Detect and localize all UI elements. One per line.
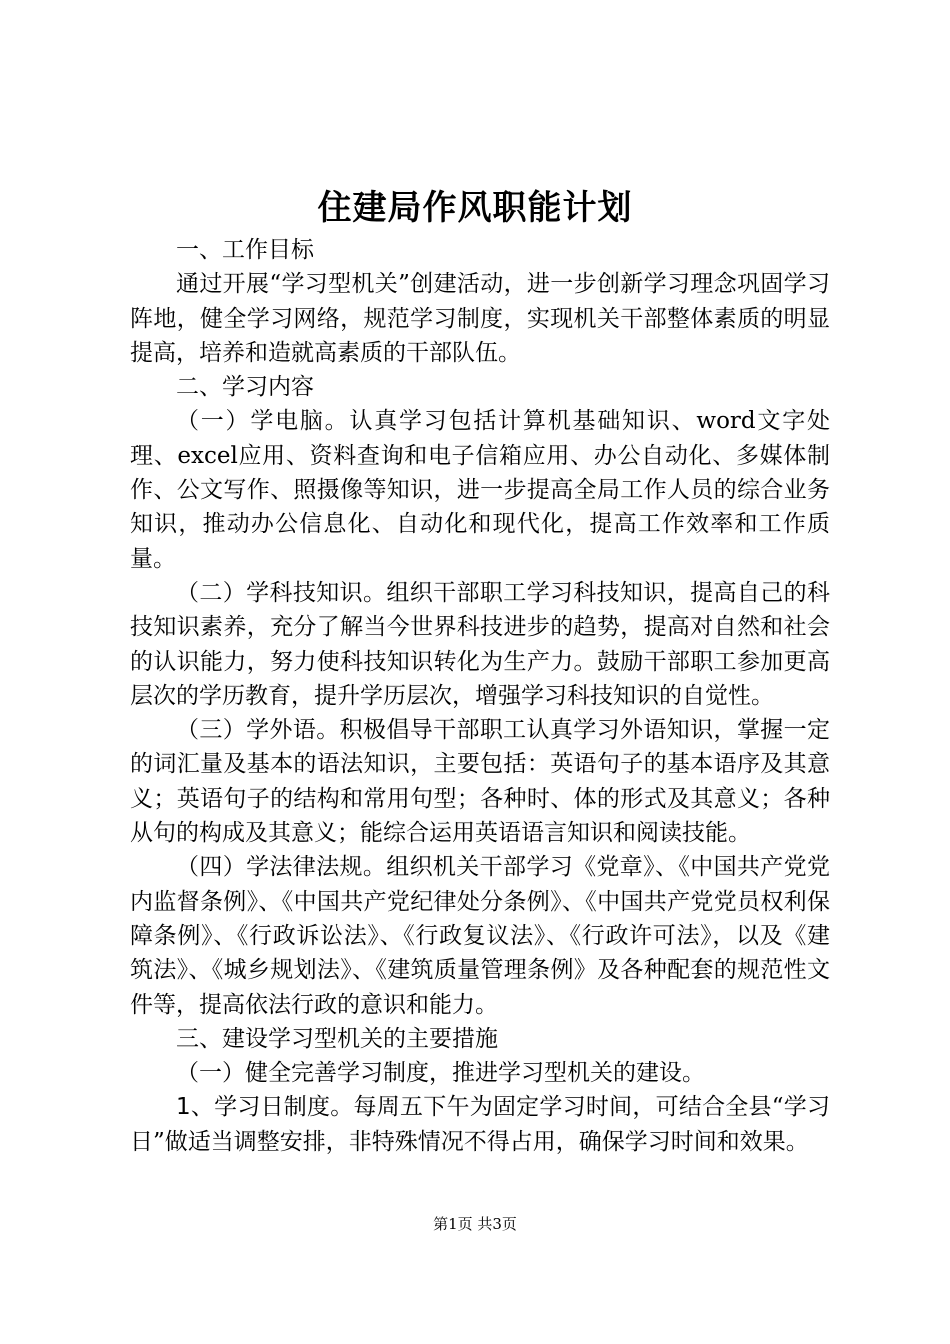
item-lead: （二）学科技知识。 xyxy=(176,579,387,606)
item-text: 积极倡导干部职工认真学习外语知识，掌握一定的词汇量及基本的语法知识，主要包括：英语句子的基本语序及其意义；英语句子的结构和常用句型；各种时、体的形式及其意义；各种从句的构成及其意义；能综合运用英语语言知识和阅读技能。 xyxy=(130,717,831,847)
item-text: 认真学习包括计算机基础知识、word文字处理、excel应用、资料查询和电子信箱应用、办公自动化、多媒体制作、公文写作、照摄像等知识，进一步提高全局工作人员的综合业务知识，推动办公信息化、自动化和现代化，提高工作效率和工作质量。 xyxy=(130,408,830,572)
paragraph-study-day xyxy=(130,1090,830,1159)
paragraph-computer xyxy=(130,404,830,575)
paragraph-foreign-language xyxy=(130,713,830,850)
subheading-system: （一）健全完善学习制度，推进学习型机关的建设。 xyxy=(176,1060,705,1087)
paragraph-law xyxy=(130,850,830,1021)
section-heading-content: 二、学习内容 xyxy=(176,374,314,401)
paragraph-goals: 通过开展“学习型机关”创建活动，进一步创新学习理念巩固学习阵地，健全学习网络，规范学习制度，实现机关干部整体素质的明显提高，培养和造就高素质的干部队伍。 xyxy=(130,271,830,366)
paragraph-technology xyxy=(130,576,830,713)
section-heading-measures: 三、建设学习型机关的主要措施 xyxy=(176,1025,498,1052)
item-lead: （一）学电脑。 xyxy=(176,408,350,435)
item-text: 每周五下午为固定学习时间，可结合全县“学习日”做适当调整安排，非特殊情况不得占用，确保学习时间和效果。 xyxy=(130,1094,830,1155)
item-text: 组织干部职工学习科技知识，提高自己的科技知识素养，充分了解当今世界科技进步的趋势，提高对自然和社会的认识能力，努力使科技知识转化为生产力。鼓励干部职工参加更高层次的学历教育，提升学历层次，增强学习科技知识的自觉性。 xyxy=(130,579,831,709)
item-lead: 1、学习日制度。 xyxy=(176,1094,354,1121)
page-footer: 第1页 共3页 xyxy=(433,1215,517,1233)
document-body xyxy=(130,233,830,1159)
document-title: 住建局作风职能计划 xyxy=(317,188,633,228)
item-lead: （四）学法律法规。 xyxy=(176,854,387,881)
item-text: 组织机关干部学习《党章》、《中国共产党党内监督条例》、《中国共产党纪律处分条例》、《中国共产党党员权利保障条例》、《行政诉讼法》、《行政复议法》、《行政许可法》，以及《建筑法》、《城乡规划法》、《建筑质量管理条例》及各种配套的规范性文件等，提高依法行政的意识和能力。 xyxy=(130,854,831,1018)
section-heading-goals: 一、工作目标 xyxy=(176,237,314,263)
item-lead: （三）学外语。 xyxy=(176,717,340,744)
